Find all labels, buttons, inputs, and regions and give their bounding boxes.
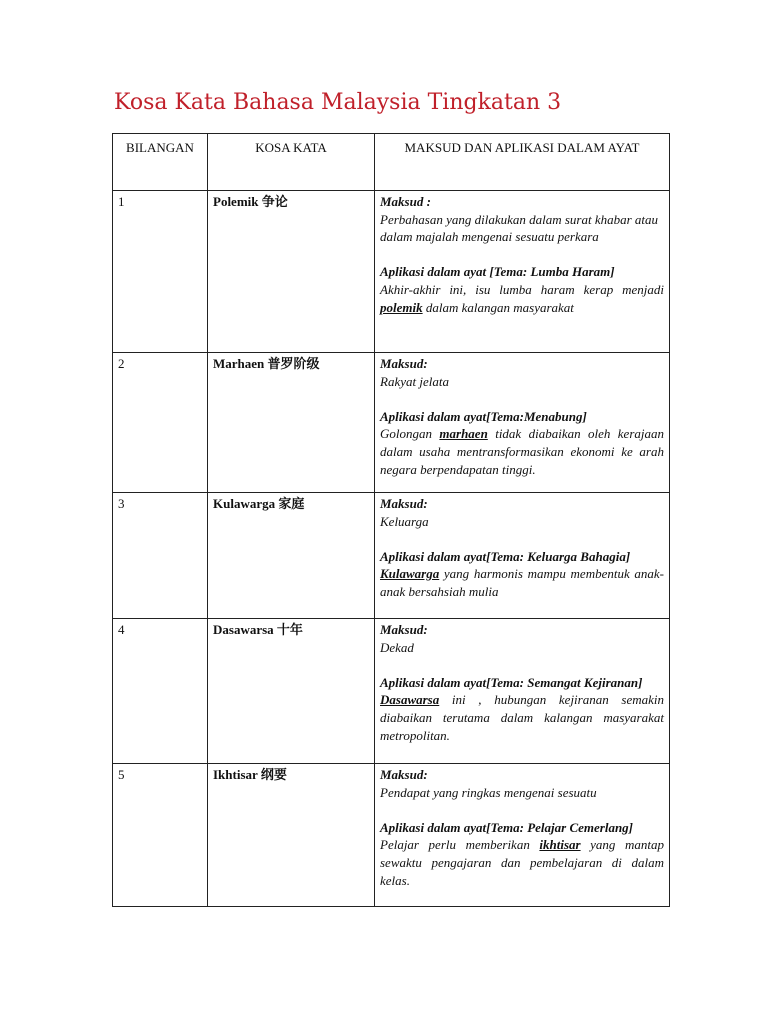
vocab-word: Polemik	[213, 194, 259, 209]
vocab-chinese: 十年	[276, 623, 303, 638]
maksud-text: Pendapat yang ringkas mengenai sesuatu	[380, 784, 597, 800]
keyword: marhaen	[439, 426, 488, 442]
vocab-chinese: 普罗阶级	[267, 357, 320, 372]
maksud-text: Perbahasan yang dilakukan dalam surat khabar atau dalam majalah mengenai sesuatu perkara	[380, 211, 659, 245]
page-title: Kosa Kata Bahasa Malaysia Tingkatan 3	[114, 90, 562, 115]
vocab-word: Kulawarga	[213, 496, 276, 511]
vocab-word-cell	[208, 353, 375, 493]
meaning-cell	[375, 493, 670, 619]
maksud-label: Maksud:	[380, 496, 428, 511]
row-number: 2	[113, 353, 208, 493]
table-header-row	[113, 134, 670, 191]
maksud-text: Keluarga	[380, 513, 429, 529]
example-sentence: Kulawarga yang harmonis mampu membentuk anak-anak bersahsiah mulia	[380, 566, 664, 599]
meaning-cell	[375, 191, 670, 353]
aplikasi-label: Aplikasi dalam ayat[Tema: Pelajar Cemerlang]	[380, 819, 634, 835]
maksud-label: Maksud:	[380, 767, 428, 782]
maksud-text: Dekad	[380, 639, 414, 655]
keyword: Kulawarga	[380, 566, 440, 582]
row-number: 3	[113, 493, 208, 619]
vocab-chinese: 争论	[261, 195, 288, 210]
row-number: 4	[113, 619, 208, 764]
aplikasi-label: Aplikasi dalam ayat[Tema: Semangat Kejiranan]	[380, 674, 643, 690]
meaning-cell	[375, 353, 670, 493]
header-maksud: MAKSUD DAN APLIKASI DALAM AYAT	[375, 134, 670, 191]
vocab-word: Dasawarsa	[213, 622, 274, 637]
header-kosa-kata: KOSA KATA	[208, 134, 375, 191]
row-number: 5	[113, 764, 208, 907]
example-sentence: Akhir-akhir ini, isu lumba haram kerap menjadi polemik dalam kalangan masyarakat	[380, 281, 664, 315]
maksud-label: Maksud :	[380, 194, 431, 209]
vocab-word-cell	[208, 619, 375, 764]
example-sentence: Pelajar perlu memberikan ikhtisar yang mantap sewaktu pengajaran dan pembelajaran di dalam kelas.	[380, 837, 664, 888]
vocabulary-table	[112, 133, 670, 907]
table-row	[113, 619, 670, 764]
vocab-word-cell	[208, 191, 375, 353]
vocab-chinese: 纲要	[260, 768, 287, 783]
vocab-word-cell	[208, 764, 375, 907]
example-sentence: Golongan marhaen tidak diabaikan oleh kerajaan dalam usaha mentransformasikan ekonomi ke arah negara berpendapatan tinggi.	[380, 426, 664, 477]
table-row	[113, 493, 670, 619]
aplikasi-label: Aplikasi dalam ayat[Tema:Menabung]	[380, 408, 587, 424]
aplikasi-label: Aplikasi dalam ayat [Tema: Lumba Haram]	[380, 264, 615, 280]
header-bilangan: BILANGAN	[113, 134, 208, 191]
vocab-word: Ikhtisar	[213, 767, 258, 782]
row-number: 1	[113, 191, 208, 353]
keyword: Dasawarsa	[380, 692, 440, 708]
table-row	[113, 191, 670, 353]
vocab-word: Marhaen	[213, 356, 265, 371]
table-row	[113, 764, 670, 907]
keyword: ikhtisar	[539, 837, 581, 853]
meaning-cell	[375, 619, 670, 764]
example-sentence: Dasawarsa ini , hubungan kejiranan semakin diabaikan terutama dalam kalangan masyarakat metropolitan.	[380, 692, 664, 743]
vocab-word-cell	[208, 493, 375, 619]
maksud-text: Rakyat jelata	[380, 373, 449, 389]
aplikasi-label: Aplikasi dalam ayat[Tema: Keluarga Bahagia]	[380, 548, 631, 564]
meaning-cell	[375, 764, 670, 907]
vocab-chinese: 家庭	[278, 497, 305, 512]
table-row	[113, 353, 670, 493]
keyword: polemik	[380, 299, 423, 315]
maksud-label: Maksud:	[380, 622, 428, 637]
maksud-label: Maksud:	[380, 356, 428, 371]
